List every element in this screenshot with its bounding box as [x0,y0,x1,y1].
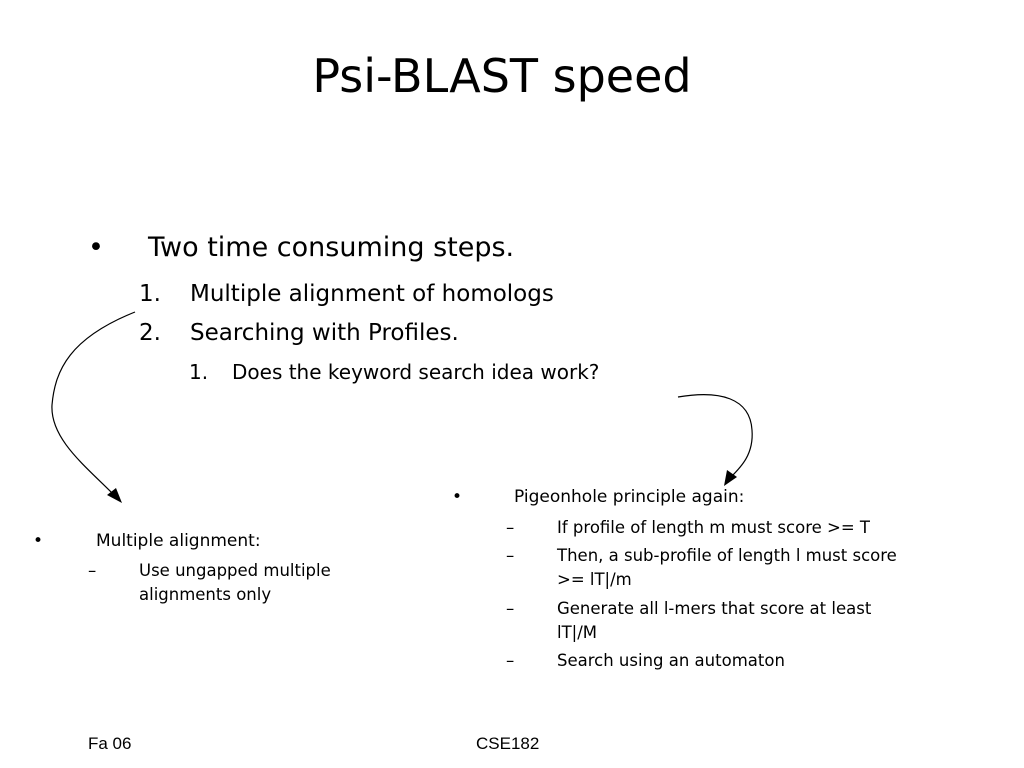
right-dash-2: – [506,546,515,565]
right-heading: Pigeonhole principle again: [514,487,745,507]
footer-center: CSE182 [476,734,540,753]
bullet-marker: • [88,232,104,263]
item-text-1: Multiple alignment of homologs [190,281,554,307]
left-curved-arrow [52,312,135,498]
slide-title: Psi-BLAST speed [312,49,692,103]
item-number-1: 1. [139,281,161,307]
item-text-2: Searching with Profiles. [190,320,459,346]
sub-item-text: Does the keyword search idea work? [232,360,600,384]
right-dash-1: – [506,518,515,537]
right-item-2-line2: >= lT|/m [557,570,632,589]
right-item-2-line1: Then, a sub-profile of length l must score [557,546,897,565]
sub-item-number: 1. [189,360,209,384]
right-curved-arrow [678,395,752,478]
left-dash: – [88,561,97,580]
item-number-2: 2. [139,320,161,346]
right-item-1: If profile of length m must score >= T [557,518,870,537]
left-item-line1: Use ungapped multiple [139,561,331,580]
right-bullet-marker: • [452,487,463,507]
left-heading: Multiple alignment: [96,531,261,551]
right-item-3-line1: Generate all l-mers that score at least [557,599,872,618]
footer-left: Fa 06 [88,734,132,753]
main-bullet-text: Two time consuming steps. [148,232,515,263]
right-item-4: Search using an automaton [557,651,785,670]
right-dash-3: – [506,599,515,618]
right-dash-4: – [506,651,515,670]
left-item-line2: alignments only [139,585,272,604]
left-bullet-marker: • [33,531,44,551]
right-item-3-line2: lT|/M [557,623,598,642]
